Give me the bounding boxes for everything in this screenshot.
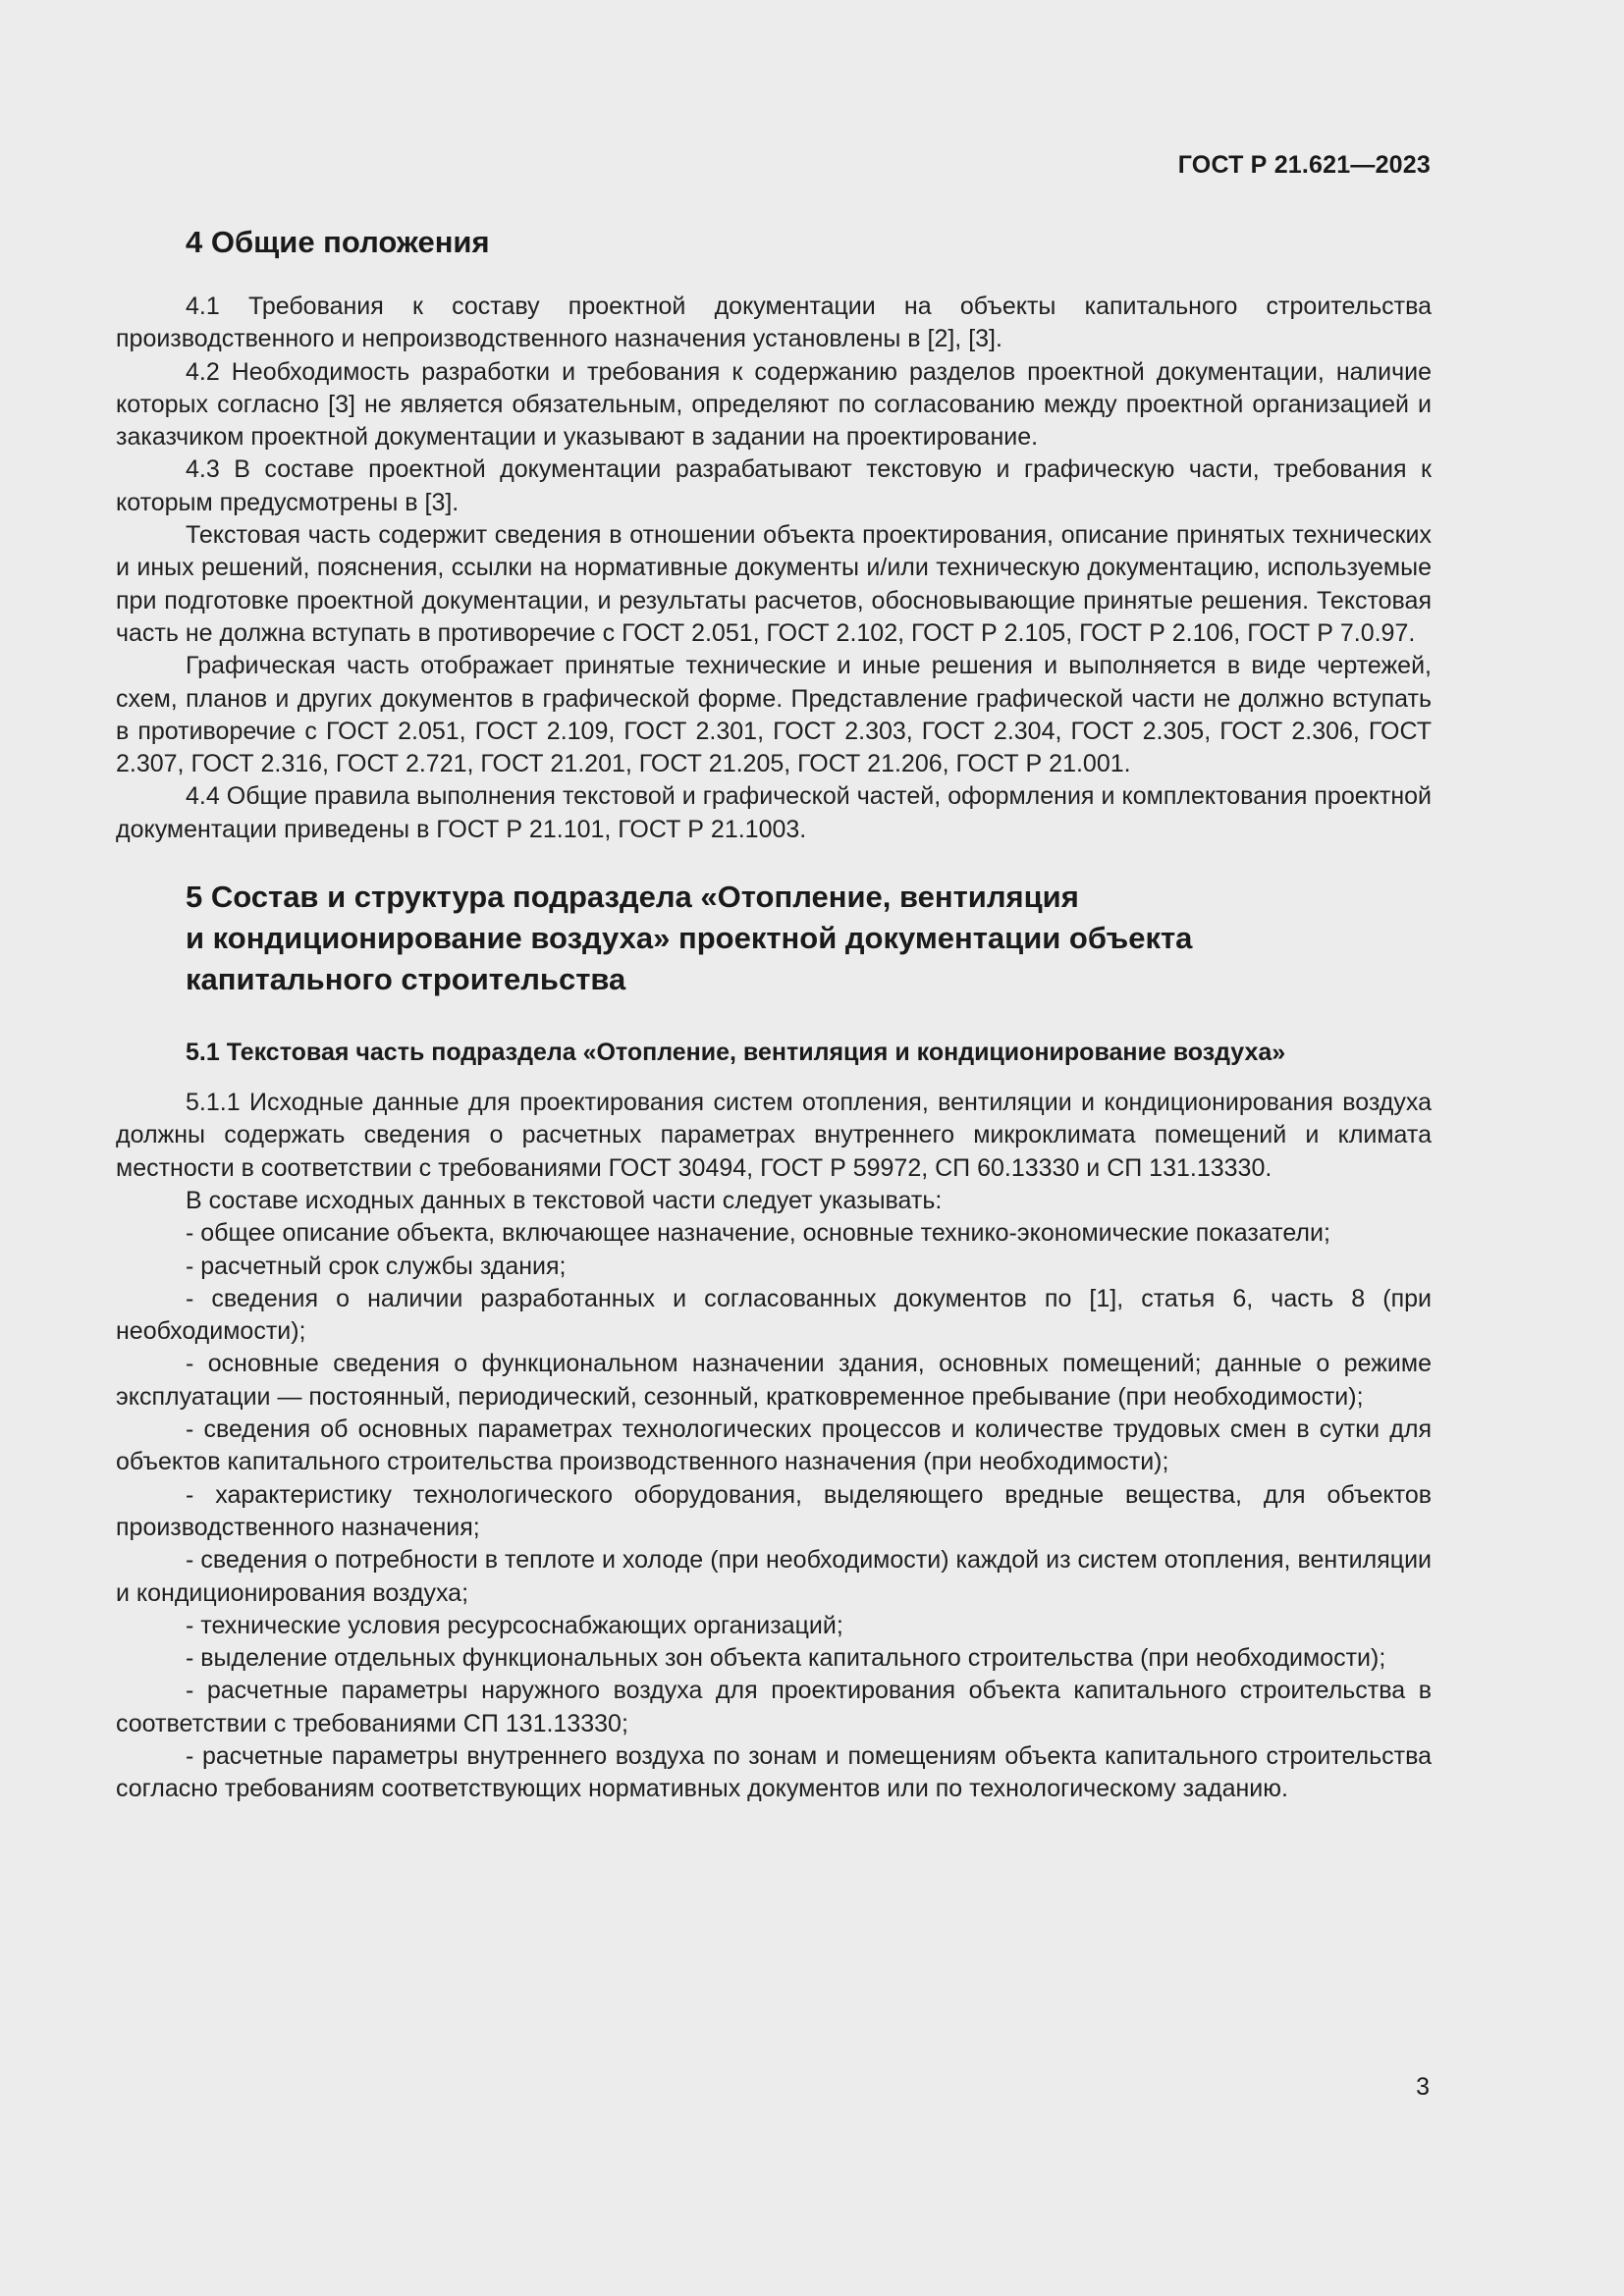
list-item: - общее описание объекта, включающее назначение, основные технико-экономические показатели; — [186, 1219, 1330, 1248]
list-intro: В составе исходных данных в текстовой части следует указывать: — [186, 1186, 943, 1214]
section-5-heading-line: и кондиционирование воздуха» проектной документации объекта — [186, 921, 1193, 956]
list-item: - выделение отдельных функциональных зон объекта капитального строительства (при необходимости); — [186, 1644, 1386, 1673]
list-item: - технические условия ресурсоснабжающих организаций; — [186, 1611, 843, 1639]
subsection-5-1-heading: 5.1 Текстовая часть подраздела «Отопление, вентиляция и кондиционирование воздуха» — [186, 1039, 1286, 1067]
list-item: - расчетные параметры наружного воздуха для проектирования объекта капитального строительства в соответствии с требованиями СП 131.13330; — [116, 1677, 1432, 1737]
section-4-heading: 4 Общие положения — [186, 225, 490, 259]
paragraph-4-1: 4.1 Требования к составу проектной документации на объекты капитального строительства производственного и непроизводственного назначения установлены в [2], [3]. — [116, 293, 1432, 353]
section-5-heading-line: 5 Состав и структура подраздела «Отопление, вентиляция — [186, 880, 1079, 915]
list-item: - сведения об основных параметрах технологических процессов и количестве трудовых смен в сутки для объектов капитального строительства производственного назначения (при необходимости); — [116, 1415, 1432, 1476]
paragraph-4-4: 4.4 Общие правила выполнения текстовой и графической частей, оформления и комплектования проектной документации приведены в ГОСТ Р 21.101, ГОСТ Р 21.1003. — [116, 782, 1432, 843]
paragraph-graphic-part: Графическая часть отображает принятые технические и иные решения и выполняется в виде чертежей, схем, планов и других документов в графической форме. Представление графической части не должно вступать в противоречие с ГОСТ 2.051, ГОСТ 2.109, ГОСТ 2.301, ГОСТ 2.303, ГОСТ 2.304, ГОСТ 2.305, ГОСТ 2.306, ГОСТ 2.307, ГОСТ 2.316, ГОСТ 2.721, ГОСТ 21.201, ГОСТ 21.205, ГОСТ 21.206, ГОСТ Р 21.001. — [116, 652, 1432, 778]
list-item: - расчетные параметры внутреннего воздуха по зонам и помещениям объекта капитального строительства согласно требованиям соответствующих нормативных документов или по технологическому заданию. — [116, 1741, 1432, 1803]
paragraph-4-3: 4.3 В составе проектной документации разрабатывают текстовую и графическую части, требования к которым предусмотрены в [3]. — [116, 455, 1432, 516]
page-content — [116, 222, 1432, 1806]
list-item: - основные сведения о функциональном назначении здания, основных помещений; данные о режиме эксплуатации — постоянный, периодический, сезонный, кратковременное пребывание (при необходимости); — [116, 1350, 1432, 1411]
list-item: - расчетный срок службы здания; — [186, 1252, 567, 1280]
paragraph-5-1-1: 5.1.1 Исходные данные для проектирования систем отопления, вентиляции и кондиционирования воздуха должны содержать сведения о расчетных параметрах внутреннего микроклимата помещений и климата местности в соответствии с требованиями ГОСТ 30494, ГОСТ Р 59972, СП 60.13330 и СП 131.13330. — [116, 1089, 1432, 1182]
section-5-heading-line: капитального строительства — [186, 962, 626, 997]
page-number: 3 — [1416, 2073, 1430, 2101]
paragraph-4-2: 4.2 Необходимость разработки и требования к содержанию разделов проектной документации, наличие которых согласно [3] не является обязательным, определяют по согласованию между проектной организацией и заказчиком проектной документации и указывают в задании на проектирование. — [116, 357, 1432, 452]
list-item: - характеристику технологического оборудования, выделяющего вредные вещества, для объектов производственного назначения; — [116, 1480, 1432, 1541]
document-code: ГОСТ Р 21.621—2023 — [1177, 151, 1431, 179]
list-item: - сведения о потребности в теплоте и холоде (при необходимости) каждой из систем отопления, вентиляции и кондиционирования воздуха; — [116, 1546, 1432, 1607]
section-5-heading — [116, 877, 1432, 1000]
list-item: - сведения о наличии разработанных и согласованных документов по [1], статья 6, часть 8 (при необходимости); — [116, 1284, 1432, 1346]
paragraph-text-part: Текстовая часть содержит сведения в отношении объекта проектирования, описание принятых технических и иных решений, пояснения, ссылки на нормативные документы и/или техническую документацию, используемые при подготовке проектной документации, и результаты расчетов, обосновывающие принятые решения. Текстовая часть не должна вступать в противоречие с ГОСТ 2.051, ГОСТ 2.102, ГОСТ Р 2.105, ГОСТ Р 2.106, ГОСТ Р 7.0.97. — [116, 521, 1432, 647]
